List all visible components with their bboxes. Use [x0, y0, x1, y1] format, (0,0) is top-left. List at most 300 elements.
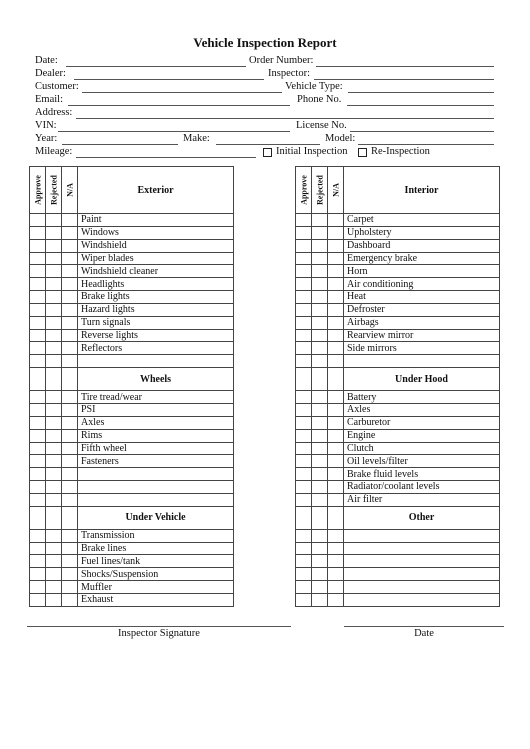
na-checkbox-cell[interactable]	[328, 593, 344, 606]
rejected-checkbox-cell[interactable]	[46, 316, 62, 329]
na-checkbox-cell[interactable]	[328, 252, 344, 265]
item-label	[344, 355, 500, 368]
table-row	[30, 391, 234, 404]
address-label: Address:	[35, 107, 73, 118]
approve-checkbox-cell[interactable]	[296, 593, 312, 606]
table-row	[30, 214, 234, 227]
item-label: Engine	[344, 429, 500, 442]
rejected-checkbox-cell[interactable]	[46, 303, 62, 316]
item-label: Headlights	[78, 278, 234, 291]
rejected-checkbox-cell[interactable]	[46, 252, 62, 265]
rejected-checkbox-cell[interactable]	[312, 403, 328, 416]
approve-checkbox-cell[interactable]	[30, 429, 46, 442]
approve-checkbox-cell[interactable]	[296, 278, 312, 291]
item-label: Reflectors	[78, 342, 234, 355]
approve-checkbox-cell[interactable]	[296, 316, 312, 329]
table-row	[30, 265, 234, 278]
table-row	[30, 416, 234, 429]
item-label: Radiator/coolant levels	[344, 481, 500, 494]
section-header-row	[296, 368, 500, 391]
table-row	[296, 226, 500, 239]
table-row	[296, 455, 500, 468]
item-label: Axles	[78, 416, 234, 429]
na-checkbox-cell[interactable]	[62, 226, 78, 239]
rejected-checkbox-cell[interactable]	[46, 226, 62, 239]
approve-checkbox-cell[interactable]	[296, 468, 312, 481]
na-checkbox-cell[interactable]	[328, 455, 344, 468]
rejected-checkbox-cell[interactable]	[46, 493, 62, 506]
rejected-checkbox-cell[interactable]	[46, 265, 62, 278]
na-checkbox-cell[interactable]	[62, 455, 78, 468]
rejected-checkbox-cell[interactable]	[312, 568, 328, 581]
approve-checkbox-cell[interactable]	[30, 316, 46, 329]
rejected-checkbox-cell[interactable]	[46, 455, 62, 468]
approve-checkbox-cell[interactable]	[30, 291, 46, 304]
rejected-checkbox-cell[interactable]	[312, 252, 328, 265]
na-checkbox-cell[interactable]	[328, 355, 344, 368]
item-label: Axles	[344, 403, 500, 416]
approve-checkbox-cell[interactable]	[30, 493, 46, 506]
table-row	[30, 442, 234, 455]
approve-checkbox-cell[interactable]	[30, 226, 46, 239]
na-checkbox-cell[interactable]	[328, 442, 344, 455]
rejected-checkbox-cell[interactable]	[46, 355, 62, 368]
na-checkbox-cell[interactable]	[62, 429, 78, 442]
approve-checkbox-cell[interactable]	[296, 481, 312, 494]
item-label: Windows	[78, 226, 234, 239]
table-row	[30, 303, 234, 316]
address-field[interactable]	[76, 118, 494, 119]
approve-checkbox-cell[interactable]	[296, 252, 312, 265]
year-field[interactable]	[62, 144, 178, 145]
table-row	[296, 468, 500, 481]
item-label	[78, 355, 234, 368]
rejected-checkbox-cell[interactable]	[312, 481, 328, 494]
rejected-checkbox-cell[interactable]	[312, 416, 328, 429]
date-label: Date:	[35, 55, 58, 66]
date-signature-label: Date	[414, 628, 434, 639]
mileage-field[interactable]	[76, 157, 256, 158]
item-label: Transmission	[78, 529, 234, 542]
approve-checkbox-cell[interactable]	[296, 429, 312, 442]
rejected-checkbox-cell[interactable]	[46, 214, 62, 227]
table-row	[30, 568, 234, 581]
rejected-checkbox-cell[interactable]	[46, 481, 62, 494]
na-checkbox-cell[interactable]	[328, 429, 344, 442]
approve-checkbox-cell[interactable]	[296, 493, 312, 506]
section-blank-cell	[46, 368, 62, 391]
approve-checkbox-cell[interactable]	[296, 529, 312, 542]
rejected-checkbox-cell[interactable]	[312, 316, 328, 329]
na-checkbox-cell[interactable]	[328, 416, 344, 429]
rejected-checkbox-cell[interactable]	[46, 555, 62, 568]
table-row	[30, 429, 234, 442]
item-label	[344, 529, 500, 542]
approve-checkbox-cell[interactable]	[30, 455, 46, 468]
rejected-checkbox-cell[interactable]	[312, 593, 328, 606]
approve-checkbox-cell[interactable]	[296, 291, 312, 304]
rejected-checkbox-cell[interactable]	[312, 555, 328, 568]
item-label	[344, 555, 500, 568]
rejected-checkbox-cell[interactable]	[312, 455, 328, 468]
table-row	[296, 303, 500, 316]
rejected-column-header	[46, 167, 62, 214]
rejected-column-header-text: Rejected	[315, 175, 324, 205]
date-field[interactable]	[66, 66, 246, 67]
initial-inspection-checkbox[interactable]	[263, 148, 272, 157]
inspector-signature-line[interactable]	[27, 626, 291, 627]
rejected-checkbox-cell[interactable]	[312, 391, 328, 404]
na-checkbox-cell[interactable]	[62, 291, 78, 304]
rejected-checkbox-cell[interactable]	[46, 239, 62, 252]
approve-checkbox-cell[interactable]	[296, 226, 312, 239]
na-checkbox-cell[interactable]	[328, 265, 344, 278]
na-checkbox-cell[interactable]	[62, 329, 78, 342]
rejected-checkbox-cell[interactable]	[46, 568, 62, 581]
na-checkbox-cell[interactable]	[62, 278, 78, 291]
na-checkbox-cell[interactable]	[328, 542, 344, 555]
na-checkbox-cell[interactable]	[62, 481, 78, 494]
na-checkbox-cell[interactable]	[328, 568, 344, 581]
table-row	[296, 593, 500, 606]
na-checkbox-cell[interactable]	[62, 442, 78, 455]
table-row	[296, 568, 500, 581]
item-label: Windshield	[78, 239, 234, 252]
vehicle-type-field[interactable]	[348, 92, 494, 93]
item-label: PSI	[78, 403, 234, 416]
item-label: Oil levels/filter	[344, 455, 500, 468]
table-row	[296, 529, 500, 542]
rejected-checkbox-cell[interactable]	[312, 542, 328, 555]
item-label: Air filter	[344, 493, 500, 506]
table-header-row	[296, 167, 500, 214]
approve-column-header-text: Approve	[299, 175, 308, 205]
na-checkbox-cell[interactable]	[62, 342, 78, 355]
rejected-checkbox-cell[interactable]	[46, 542, 62, 555]
rejected-checkbox-cell[interactable]	[312, 493, 328, 506]
na-checkbox-cell[interactable]	[328, 316, 344, 329]
model-label: Model:	[325, 133, 356, 144]
approve-checkbox-cell[interactable]	[30, 529, 46, 542]
table-row	[30, 291, 234, 304]
rejected-checkbox-cell[interactable]	[46, 529, 62, 542]
rejected-checkbox-cell[interactable]	[312, 442, 328, 455]
rejected-checkbox-cell[interactable]	[312, 291, 328, 304]
approve-checkbox-cell[interactable]	[30, 442, 46, 455]
rejected-checkbox-cell[interactable]	[46, 416, 62, 429]
approve-checkbox-cell[interactable]	[30, 355, 46, 368]
rejected-checkbox-cell[interactable]	[46, 468, 62, 481]
section-header-row	[30, 506, 234, 529]
na-checkbox-cell[interactable]	[62, 316, 78, 329]
approve-checkbox-cell[interactable]	[30, 342, 46, 355]
na-checkbox-cell[interactable]	[328, 403, 344, 416]
approve-checkbox-cell[interactable]	[30, 581, 46, 594]
table-row	[296, 342, 500, 355]
email-field[interactable]	[68, 105, 290, 106]
item-label: Wiper blades	[78, 252, 234, 265]
na-column-header-text: N/A	[331, 183, 340, 197]
table-row	[296, 239, 500, 252]
approve-column-header	[30, 167, 46, 214]
table-row	[30, 542, 234, 555]
item-label: Windshield cleaner	[78, 265, 234, 278]
na-checkbox-cell[interactable]	[62, 403, 78, 416]
table-row	[296, 355, 500, 368]
rejected-checkbox-cell[interactable]	[46, 291, 62, 304]
re-inspection-label: Re-Inspection	[371, 146, 430, 157]
na-checkbox-cell[interactable]	[328, 529, 344, 542]
table-row	[296, 442, 500, 455]
approve-checkbox-cell[interactable]	[30, 239, 46, 252]
section-title: Under Hood	[344, 368, 500, 391]
rejected-checkbox-cell[interactable]	[46, 442, 62, 455]
table-row	[30, 226, 234, 239]
inspector-label: Inspector:	[268, 68, 310, 79]
na-checkbox-cell[interactable]	[328, 342, 344, 355]
approve-checkbox-cell[interactable]	[30, 416, 46, 429]
email-label: Email:	[35, 94, 63, 105]
approve-checkbox-cell[interactable]	[296, 416, 312, 429]
section-blank-cell	[328, 368, 344, 391]
table-row	[296, 391, 500, 404]
rejected-checkbox-cell[interactable]	[312, 226, 328, 239]
item-label: Rearview mirror	[344, 329, 500, 342]
item-label	[344, 568, 500, 581]
approve-checkbox-cell[interactable]	[296, 442, 312, 455]
rejected-checkbox-cell[interactable]	[312, 278, 328, 291]
rejected-column-header-text: Rejected	[49, 175, 58, 205]
na-checkbox-cell[interactable]	[62, 416, 78, 429]
na-checkbox-cell[interactable]	[328, 468, 344, 481]
approve-checkbox-cell[interactable]	[296, 265, 312, 278]
na-checkbox-cell[interactable]	[62, 214, 78, 227]
rejected-checkbox-cell[interactable]	[312, 468, 328, 481]
item-label: Upholstery	[344, 226, 500, 239]
item-label	[344, 593, 500, 606]
approve-checkbox-cell[interactable]	[30, 278, 46, 291]
rejected-checkbox-cell[interactable]	[312, 239, 328, 252]
item-label: Hazard lights	[78, 303, 234, 316]
section-header-row	[30, 368, 234, 391]
approve-checkbox-cell[interactable]	[296, 555, 312, 568]
phone-field[interactable]	[347, 105, 494, 106]
table-row	[296, 329, 500, 342]
vin-label: VIN:	[35, 120, 57, 131]
date-signature-line[interactable]	[344, 626, 504, 627]
na-checkbox-cell[interactable]	[62, 555, 78, 568]
approve-checkbox-cell[interactable]	[296, 455, 312, 468]
approve-checkbox-cell[interactable]	[296, 355, 312, 368]
rejected-checkbox-cell[interactable]	[312, 529, 328, 542]
approve-checkbox-cell[interactable]	[296, 329, 312, 342]
dealer-label: Dealer:	[35, 68, 66, 79]
na-checkbox-cell[interactable]	[62, 239, 78, 252]
na-checkbox-cell[interactable]	[328, 291, 344, 304]
na-checkbox-cell[interactable]	[62, 529, 78, 542]
inspector-field[interactable]	[314, 79, 494, 80]
approve-checkbox-cell[interactable]	[30, 303, 46, 316]
na-checkbox-cell[interactable]	[62, 568, 78, 581]
approve-checkbox-cell[interactable]	[296, 391, 312, 404]
item-label: Dashboard	[344, 239, 500, 252]
item-label	[78, 493, 234, 506]
dealer-field[interactable]	[74, 79, 264, 80]
na-checkbox-cell[interactable]	[328, 481, 344, 494]
re-inspection-checkbox[interactable]	[358, 148, 367, 157]
table-row	[296, 416, 500, 429]
approve-column-header	[296, 167, 312, 214]
license-field[interactable]	[350, 131, 494, 132]
table-row	[30, 481, 234, 494]
approve-checkbox-cell[interactable]	[296, 542, 312, 555]
section-blank-cell	[62, 368, 78, 391]
table-header-row	[30, 167, 234, 214]
na-checkbox-cell[interactable]	[328, 493, 344, 506]
item-label: Turn signals	[78, 316, 234, 329]
item-label	[344, 542, 500, 555]
section-blank-cell	[312, 506, 328, 529]
na-checkbox-cell[interactable]	[328, 555, 344, 568]
approve-checkbox-cell[interactable]	[30, 555, 46, 568]
na-checkbox-cell[interactable]	[328, 581, 344, 594]
na-checkbox-cell[interactable]	[62, 265, 78, 278]
na-checkbox-cell[interactable]	[328, 329, 344, 342]
approve-checkbox-cell[interactable]	[30, 468, 46, 481]
item-label: Battery	[344, 391, 500, 404]
section-blank-cell	[296, 368, 312, 391]
rejected-checkbox-cell[interactable]	[312, 329, 328, 342]
rejected-checkbox-cell[interactable]	[312, 214, 328, 227]
rejected-checkbox-cell[interactable]	[46, 391, 62, 404]
rejected-checkbox-cell[interactable]	[312, 342, 328, 355]
na-checkbox-cell[interactable]	[62, 468, 78, 481]
item-label: Brake fluid levels	[344, 468, 500, 481]
rejected-checkbox-cell[interactable]	[312, 429, 328, 442]
model-field[interactable]	[358, 144, 494, 145]
page-title: Vehicle Inspection Report	[193, 35, 337, 50]
approve-checkbox-cell[interactable]	[30, 265, 46, 278]
na-checkbox-cell[interactable]	[328, 214, 344, 227]
na-checkbox-cell[interactable]	[62, 493, 78, 506]
approve-checkbox-cell[interactable]	[296, 342, 312, 355]
rejected-checkbox-cell[interactable]	[46, 278, 62, 291]
table-row	[296, 403, 500, 416]
item-label: Carburetor	[344, 416, 500, 429]
section-title: Other	[344, 506, 500, 529]
rejected-checkbox-cell[interactable]	[46, 342, 62, 355]
approve-checkbox-cell[interactable]	[296, 303, 312, 316]
inspector-signature-label: Inspector Signature	[118, 628, 200, 639]
rejected-checkbox-cell[interactable]	[312, 581, 328, 594]
item-label	[78, 481, 234, 494]
table-row	[30, 316, 234, 329]
approve-checkbox-cell[interactable]	[296, 239, 312, 252]
approve-checkbox-cell[interactable]	[30, 593, 46, 606]
approve-checkbox-cell[interactable]	[30, 568, 46, 581]
license-label: License No.	[296, 120, 347, 131]
make-label: Make:	[183, 133, 210, 144]
item-label: Rims	[78, 429, 234, 442]
table-row	[30, 555, 234, 568]
section-title: Interior	[344, 167, 500, 214]
section-blank-cell	[328, 506, 344, 529]
item-label	[344, 581, 500, 594]
approve-checkbox-cell[interactable]	[30, 403, 46, 416]
table-row	[30, 581, 234, 594]
rejected-checkbox-cell[interactable]	[46, 403, 62, 416]
item-label: Tire tread/wear	[78, 391, 234, 404]
na-checkbox-cell[interactable]	[62, 593, 78, 606]
vehicle-type-label: Vehicle Type:	[285, 81, 343, 92]
rejected-checkbox-cell[interactable]	[46, 429, 62, 442]
approve-checkbox-cell[interactable]	[296, 581, 312, 594]
item-label: Brake lines	[78, 542, 234, 555]
na-checkbox-cell[interactable]	[328, 303, 344, 316]
na-checkbox-cell[interactable]	[328, 391, 344, 404]
initial-inspection-label: Initial Inspection	[276, 146, 348, 157]
approve-checkbox-cell[interactable]	[296, 403, 312, 416]
approve-checkbox-cell[interactable]	[30, 214, 46, 227]
table-row	[30, 403, 234, 416]
table-row	[30, 455, 234, 468]
item-label: Emergency brake	[344, 252, 500, 265]
approve-checkbox-cell[interactable]	[296, 214, 312, 227]
table-row	[296, 316, 500, 329]
order-number-field[interactable]	[316, 66, 494, 67]
table-row	[296, 555, 500, 568]
na-checkbox-cell[interactable]	[328, 278, 344, 291]
rejected-checkbox-cell[interactable]	[312, 355, 328, 368]
item-label: Clutch	[344, 442, 500, 455]
table-row	[30, 329, 234, 342]
na-checkbox-cell[interactable]	[328, 226, 344, 239]
table-row	[30, 593, 234, 606]
rejected-checkbox-cell[interactable]	[312, 303, 328, 316]
rejected-checkbox-cell[interactable]	[46, 581, 62, 594]
na-column-header	[328, 167, 344, 214]
rejected-column-header	[312, 167, 328, 214]
approve-checkbox-cell[interactable]	[30, 329, 46, 342]
item-label: Brake lights	[78, 291, 234, 304]
na-checkbox-cell[interactable]	[328, 239, 344, 252]
customer-field[interactable]	[82, 92, 282, 93]
make-field[interactable]	[216, 144, 320, 145]
item-label: Reverse lights	[78, 329, 234, 342]
na-checkbox-cell[interactable]	[62, 355, 78, 368]
approve-checkbox-cell[interactable]	[30, 391, 46, 404]
approve-checkbox-cell[interactable]	[30, 252, 46, 265]
approve-checkbox-cell[interactable]	[30, 481, 46, 494]
rejected-checkbox-cell[interactable]	[46, 593, 62, 606]
vin-field[interactable]	[58, 131, 290, 132]
na-checkbox-cell[interactable]	[62, 303, 78, 316]
exterior-checklist-table	[29, 166, 234, 607]
rejected-checkbox-cell[interactable]	[312, 265, 328, 278]
table-row	[296, 265, 500, 278]
na-checkbox-cell[interactable]	[62, 391, 78, 404]
na-checkbox-cell[interactable]	[62, 542, 78, 555]
item-label: Fifth wheel	[78, 442, 234, 455]
approve-checkbox-cell[interactable]	[30, 542, 46, 555]
approve-checkbox-cell[interactable]	[296, 568, 312, 581]
table-row	[296, 581, 500, 594]
na-checkbox-cell[interactable]	[62, 581, 78, 594]
na-checkbox-cell[interactable]	[62, 252, 78, 265]
section-blank-cell	[30, 368, 46, 391]
item-label: Airbags	[344, 316, 500, 329]
rejected-checkbox-cell[interactable]	[46, 329, 62, 342]
